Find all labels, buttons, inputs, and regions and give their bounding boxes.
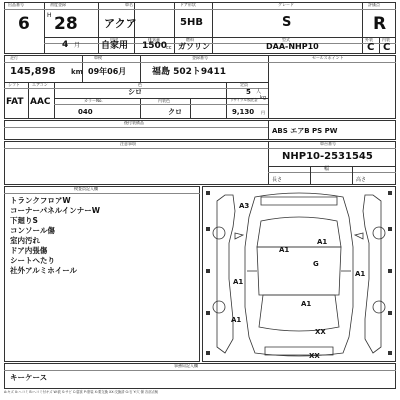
mileage-unit: km	[71, 68, 83, 76]
inspection-line: ドア内張傷	[10, 246, 48, 255]
ac-label: エアコン	[32, 82, 48, 87]
damage-mark: A1	[233, 278, 244, 286]
office-label: 事務局記入欄	[174, 363, 198, 368]
recycle-label: リサイクル預託金	[230, 98, 258, 102]
plate: 福島 502ト9411	[152, 67, 226, 77]
damage-mark: A3	[239, 202, 250, 210]
color-label: 色	[138, 82, 142, 87]
inspection-line: トランクフロアW	[10, 196, 71, 205]
capacity-label: 定員	[240, 82, 248, 87]
score: R	[373, 14, 387, 34]
grade: S	[282, 15, 292, 30]
key-case-note: キーケース	[10, 373, 48, 382]
model-code: DAA-NHP10	[266, 42, 319, 51]
fuel: ガソリン	[178, 42, 210, 51]
height-label: 高さ	[356, 177, 367, 183]
fuel-label: 燃料	[186, 37, 194, 42]
inspection-lines	[10, 196, 100, 276]
int-grade: C	[383, 42, 391, 53]
chassis-label: 車台番号	[320, 141, 336, 146]
inspection-line: 社外アルミホイール	[10, 266, 78, 275]
color-no: 040	[78, 108, 93, 116]
aftermarket-label: 後付装備品	[124, 120, 144, 125]
inspection-line: シートへたり	[10, 256, 55, 265]
damage-mark: A1	[231, 316, 242, 324]
era: H	[47, 12, 52, 19]
shift-label: シフト	[8, 82, 20, 87]
model-label: 型式	[282, 37, 290, 42]
caution-label: 注意事項	[120, 141, 136, 146]
sales-point-label: セールスポイント	[312, 55, 344, 60]
inspection-line: コーナーパネルインナーW	[10, 206, 101, 215]
recycle-fee: 9,130	[232, 108, 255, 116]
disp-unit: cc	[166, 45, 172, 51]
length-label: 長さ	[272, 177, 283, 183]
color: シロ	[128, 88, 142, 96]
month-unit: 月	[74, 42, 81, 49]
spec-block	[4, 55, 396, 119]
reg-year: 28	[54, 14, 78, 34]
door-type: 5HB	[180, 17, 203, 28]
int-color: クロ	[168, 108, 182, 116]
grade-label: グレード	[278, 2, 294, 7]
shaken: 09年06月	[88, 67, 127, 76]
lot-label: 出品番号	[8, 2, 24, 7]
capacity: 5	[246, 88, 251, 96]
damage-mark: XX	[315, 328, 326, 336]
shift: FAT	[6, 97, 24, 107]
damage-mark: A1	[279, 246, 290, 254]
lot-number: 6	[18, 14, 30, 34]
inspection-line: 室内汚れ	[10, 236, 40, 245]
damage-mark: A1	[355, 270, 366, 278]
office-block	[4, 363, 396, 389]
car-diagram	[203, 187, 395, 361]
displacement: 1500	[142, 41, 168, 51]
plate-label: 登録番号	[192, 55, 208, 60]
reg-month: 4	[62, 40, 69, 50]
equipment: ABS エアB PS PW	[272, 127, 338, 135]
color-no-label: カラーNo.	[84, 98, 103, 103]
int-color-label: 内装色	[158, 98, 170, 103]
usage-label: 用途	[110, 37, 118, 42]
inspection-label: 検査員記入欄	[74, 186, 98, 191]
inspection-line: コンソール傷	[10, 226, 55, 235]
damage-mark: G	[313, 260, 319, 268]
load-unit: kg	[260, 95, 267, 101]
damage-mark: XX	[309, 352, 320, 360]
width-label: 幅	[324, 166, 330, 172]
mileage-label: 走行	[10, 55, 18, 60]
int-label: 内装	[382, 37, 390, 42]
first-reg-label: 初度登録	[50, 2, 66, 7]
disp-label: 排気量	[148, 37, 160, 42]
recycle-unit: 円	[261, 110, 265, 115]
ac: AAC	[30, 97, 51, 107]
capacity-unit: 人	[256, 89, 262, 95]
car-name: アクア	[104, 17, 137, 30]
mileage: 145,898	[10, 66, 56, 77]
car-name-label: 車名	[125, 2, 133, 7]
ext-label: 外装	[365, 37, 373, 42]
inspection-line: 下廻りS	[10, 216, 38, 225]
legend: A:キズ U:ヘコミ B:ヘコミ付キズ W:波 S:サビ C:腐食 P:塗装 X:要交換 XX:交換済 G:石 Y:穴 傷 各部点検	[4, 390, 159, 394]
door-label: ドア形状	[180, 2, 196, 7]
car-diagram-block	[202, 186, 396, 362]
damage-mark: A1	[301, 300, 312, 308]
chassis-number: NHP10-2531545	[282, 151, 373, 162]
score-label: 評価点	[368, 2, 380, 7]
damage-mark: A1	[317, 238, 328, 246]
usage: 自家用	[101, 41, 129, 51]
shaken-label: 車検	[94, 55, 102, 60]
ext-grade: C	[367, 42, 375, 53]
